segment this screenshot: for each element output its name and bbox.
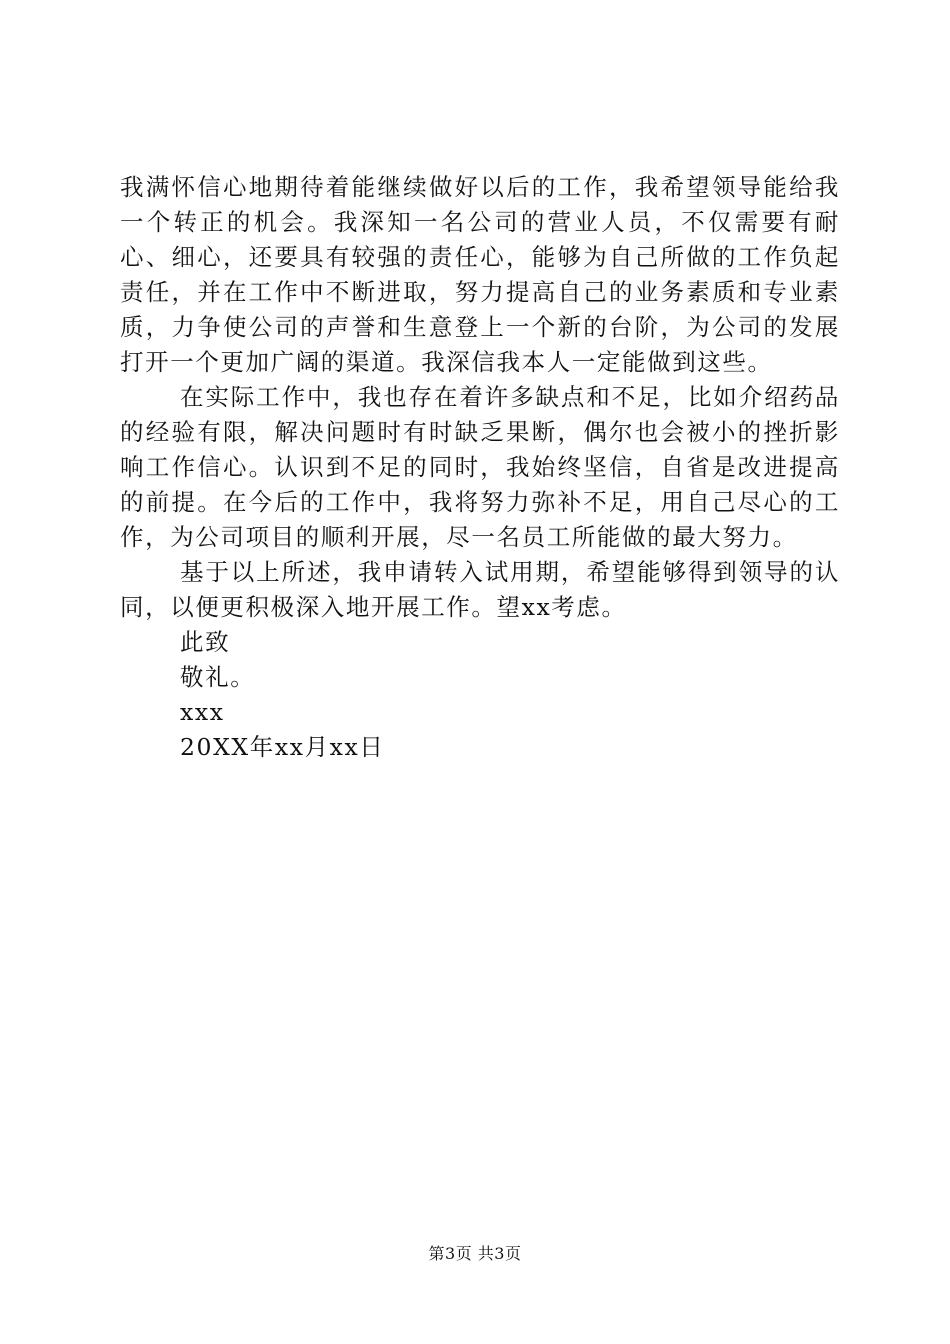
- paragraph-2: 在实际工作中，我也存在着许多缺点和不足，比如介绍药品的经验有限，解决问题时有时缺乏果断，偶尔也会被小的挫折影响工作信心。认识到不足的同时，我始终坚信，自省是改进提高的前提。在今后的工作中，我将努力弥补不足，用自己尽心的工作，为公司项目的顺利开展，尽一名员工所能做的最大努力。: [120, 383, 840, 551]
- closing-salutation: 此致: [180, 628, 231, 656]
- signature: xxx: [180, 698, 225, 726]
- page-number-footer: 第3页 共3页: [428, 1244, 522, 1263]
- closing-regards: 敬礼。: [180, 663, 256, 691]
- document-body: [120, 170, 840, 765]
- paragraph-1: 我满怀信心地期待着能继续做好以后的工作，我希望领导能给我一个转正的机会。我深知一名公司的营业人员，不仅需要有耐心、细心，还要具有较强的责任心，能够为自己所做的工作负起责任，并在工作中不断进取，努力提高自己的业务素质和专业素质，力争使公司的声誉和生意登上一个新的台阶，为公司的发展打开一个更加广阔的渠道。我深信我本人一定能做到这些。: [120, 173, 840, 376]
- date: 20XX年xx月xx日: [180, 733, 385, 761]
- paragraph-3: 基于以上所述，我申请转入试用期，希望能够得到领导的认同，以便更积极深入地开展工作。望xx考虑。: [120, 558, 840, 621]
